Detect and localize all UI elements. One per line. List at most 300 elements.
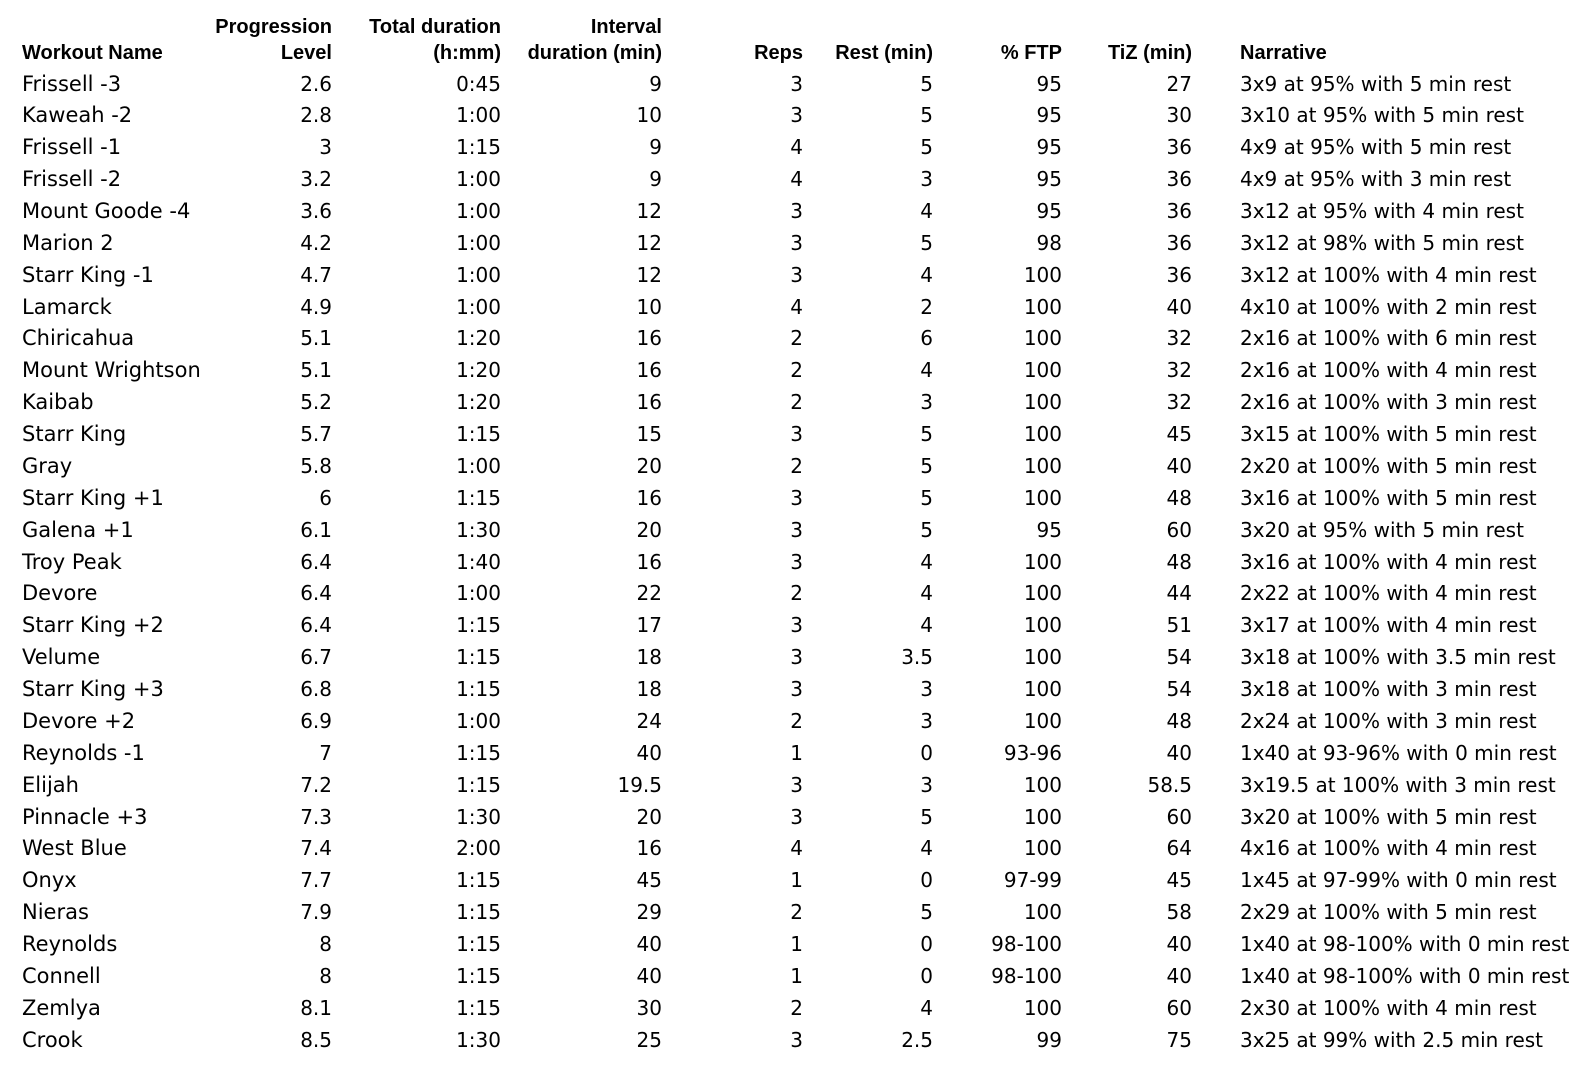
cell-ftp: 100 <box>1023 262 1062 287</box>
cell-rest: 3 <box>920 390 933 415</box>
cell-tiz: 60 <box>1166 517 1192 542</box>
cell-reps: 3 <box>790 677 803 702</box>
cell-level: 3 <box>319 135 332 160</box>
cell-tiz: 40 <box>1166 453 1192 478</box>
cell-narrative: 3x20 at 95% with 5 min rest <box>1240 517 1524 542</box>
cell-tiz: 48 <box>1166 708 1192 733</box>
cell-rest: 2.5 <box>901 1027 933 1052</box>
cell-name: Elijah <box>22 772 79 797</box>
cell-narrative: 3x25 at 99% with 2.5 min rest <box>1240 1027 1544 1052</box>
cell-ftp: 98 <box>1036 230 1062 255</box>
cell-level: 7 <box>319 740 332 765</box>
cell-rest: 0 <box>920 963 933 988</box>
cell-ftp: 100 <box>1023 677 1062 702</box>
cell-rest: 0 <box>920 740 933 765</box>
cell-reps: 3 <box>790 198 803 223</box>
cell-name: West Blue <box>22 836 127 861</box>
cell-rest: 0 <box>920 931 933 956</box>
table-row <box>0 69 1576 101</box>
cell-reps: 4 <box>790 135 803 160</box>
table-row <box>0 897 1576 929</box>
table-row <box>0 961 1576 993</box>
table-row <box>0 833 1576 865</box>
cell-rest: 3 <box>920 677 933 702</box>
cell-rest: 2 <box>920 294 933 319</box>
cell-total: 1:15 <box>456 931 501 956</box>
header-reps <box>720 10 803 66</box>
cell-tiz: 36 <box>1166 230 1192 255</box>
cell-total: 1:15 <box>456 422 501 447</box>
cell-tiz: 64 <box>1166 836 1192 861</box>
cell-narrative: 4x9 at 95% with 3 min rest <box>1240 167 1512 192</box>
cell-ftp: 100 <box>1023 326 1062 351</box>
table-row <box>0 164 1576 196</box>
cell-narrative: 4x10 at 100% with 2 min rest <box>1240 294 1537 319</box>
cell-level: 8.1 <box>300 995 332 1020</box>
cell-tiz: 60 <box>1166 995 1192 1020</box>
header-line: TiZ (min) <box>1107 42 1192 64</box>
cell-narrative: 4x16 at 100% with 4 min rest <box>1240 836 1537 861</box>
table-row <box>0 132 1576 164</box>
cell-name: Pinnacle +3 <box>22 804 148 829</box>
cell-name: Nieras <box>22 900 89 925</box>
cell-name: Onyx <box>22 868 77 893</box>
cell-interval: 20 <box>636 517 662 542</box>
cell-interval: 10 <box>636 103 662 128</box>
cell-interval: 9 <box>649 167 662 192</box>
table-row <box>0 642 1576 674</box>
header-line: Rest (min) <box>835 42 933 64</box>
cell-narrative: 2x29 at 100% with 5 min rest <box>1240 900 1537 925</box>
cell-name: Crook <box>22 1027 83 1052</box>
cell-interval: 22 <box>636 581 662 606</box>
cell-reps: 2 <box>790 358 803 383</box>
cell-reps: 3 <box>790 103 803 128</box>
cell-level: 7.9 <box>300 900 332 925</box>
header-ftp <box>950 10 1062 66</box>
cell-rest: 4 <box>920 613 933 638</box>
cell-total: 1:20 <box>456 326 501 351</box>
cell-interval: 24 <box>636 708 662 733</box>
cell-tiz: 32 <box>1166 358 1192 383</box>
cell-total: 1:00 <box>456 453 501 478</box>
cell-name: Gray <box>22 453 73 478</box>
cell-total: 1:15 <box>456 740 501 765</box>
cell-narrative: 3x18 at 100% with 3 min rest <box>1240 677 1537 702</box>
cell-rest: 4 <box>920 549 933 574</box>
cell-name: Connell <box>22 963 101 988</box>
cell-interval: 16 <box>636 326 662 351</box>
cell-name: Reynolds <box>22 931 118 956</box>
table-row <box>0 260 1576 292</box>
cell-narrative: 1x45 at 97-99% with 0 min rest <box>1240 868 1557 893</box>
cell-interval: 16 <box>636 549 662 574</box>
cell-name: Starr King +3 <box>22 677 164 702</box>
cell-narrative: 1x40 at 93-96% with 0 min rest <box>1240 740 1557 765</box>
cell-total: 0:45 <box>456 71 501 96</box>
table-row <box>0 578 1576 610</box>
cell-level: 7.7 <box>300 868 332 893</box>
cell-rest: 3.5 <box>901 645 933 670</box>
cell-total: 1:00 <box>456 230 501 255</box>
cell-level: 6 <box>319 485 332 510</box>
cell-narrative: 4x9 at 95% with 5 min rest <box>1240 135 1512 160</box>
cell-total: 1:15 <box>456 613 501 638</box>
cell-tiz: 32 <box>1166 390 1192 415</box>
cell-interval: 12 <box>636 262 662 287</box>
cell-total: 2:00 <box>456 836 501 861</box>
header-total-duration <box>350 10 501 66</box>
cell-level: 6.4 <box>300 581 332 606</box>
table-row <box>0 483 1576 515</box>
cell-interval: 18 <box>636 645 662 670</box>
cell-level: 6.9 <box>300 708 332 733</box>
cell-name: Frissell -3 <box>22 71 122 96</box>
cell-interval: 16 <box>636 836 662 861</box>
cell-reps: 3 <box>790 613 803 638</box>
table-row <box>0 674 1576 706</box>
cell-name: Velume <box>22 645 101 670</box>
cell-interval: 19.5 <box>617 772 662 797</box>
cell-reps: 3 <box>790 772 803 797</box>
header-line: % FTP <box>1000 42 1062 64</box>
cell-interval: 12 <box>636 198 662 223</box>
cell-level: 6.4 <box>300 549 332 574</box>
cell-narrative: 2x22 at 100% with 4 min rest <box>1240 581 1537 606</box>
cell-name: Zemlya <box>22 995 101 1020</box>
cell-tiz: 32 <box>1166 326 1192 351</box>
cell-level: 3.6 <box>300 198 332 223</box>
cell-level: 8 <box>319 931 332 956</box>
cell-narrative: 2x16 at 100% with 3 min rest <box>1240 390 1537 415</box>
cell-total: 1:20 <box>456 390 501 415</box>
table-row <box>0 387 1576 419</box>
cell-tiz: 27 <box>1166 71 1192 96</box>
cell-tiz: 54 <box>1166 645 1192 670</box>
cell-interval: 30 <box>636 995 662 1020</box>
header-line: duration (min) <box>527 42 662 64</box>
cell-rest: 4 <box>920 581 933 606</box>
cell-narrative: 3x20 at 100% with 5 min rest <box>1240 804 1537 829</box>
table-row <box>0 802 1576 834</box>
cell-level: 4.9 <box>300 294 332 319</box>
cell-interval: 29 <box>636 900 662 925</box>
cell-name: Chiricahua <box>22 326 135 351</box>
table-row <box>0 865 1576 897</box>
cell-level: 6.8 <box>300 677 332 702</box>
cell-total: 1:15 <box>456 677 501 702</box>
cell-ftp: 100 <box>1023 422 1062 447</box>
header-line: Level <box>280 42 332 64</box>
cell-level: 3.2 <box>300 167 332 192</box>
cell-level: 6.4 <box>300 613 332 638</box>
cell-narrative: 2x24 at 100% with 3 min rest <box>1240 708 1537 733</box>
cell-name: Kaibab <box>22 390 94 415</box>
cell-name: Lamarck <box>22 294 112 319</box>
cell-total: 1:30 <box>456 804 501 829</box>
cell-narrative: 1x40 at 98-100% with 0 min rest <box>1240 963 1570 988</box>
cell-interval: 18 <box>636 677 662 702</box>
cell-level: 5.1 <box>300 326 332 351</box>
cell-total: 1:20 <box>456 358 501 383</box>
cell-name: Devore +2 <box>22 708 136 733</box>
table-row <box>0 929 1576 961</box>
cell-tiz: 40 <box>1166 963 1192 988</box>
cell-total: 1:15 <box>456 995 501 1020</box>
header-narrative <box>1240 10 1327 66</box>
cell-narrative: 3x12 at 98% with 5 min rest <box>1240 230 1524 255</box>
cell-tiz: 36 <box>1166 198 1192 223</box>
cell-name: Mount Goode -4 <box>22 198 191 223</box>
cell-interval: 16 <box>636 485 662 510</box>
cell-total: 1:30 <box>456 1027 501 1052</box>
cell-rest: 5 <box>920 900 933 925</box>
cell-tiz: 48 <box>1166 485 1192 510</box>
cell-reps: 4 <box>790 167 803 192</box>
header-line: Progression <box>215 16 332 38</box>
cell-level: 2.8 <box>300 103 332 128</box>
cell-interval: 17 <box>636 613 662 638</box>
cell-reps: 3 <box>790 549 803 574</box>
cell-tiz: 51 <box>1166 613 1192 638</box>
cell-reps: 2 <box>790 900 803 925</box>
cell-ftp: 100 <box>1023 358 1062 383</box>
cell-interval: 15 <box>636 422 662 447</box>
cell-rest: 6 <box>920 326 933 351</box>
cell-reps: 3 <box>790 1027 803 1052</box>
cell-level: 6.1 <box>300 517 332 542</box>
cell-narrative: 3x16 at 100% with 4 min rest <box>1240 549 1537 574</box>
cell-ftp: 100 <box>1023 581 1062 606</box>
cell-reps: 1 <box>790 868 803 893</box>
cell-reps: 2 <box>790 390 803 415</box>
header-line: Interval <box>590 16 662 38</box>
cell-ftp: 98-100 <box>991 963 1062 988</box>
cell-name: Marion 2 <box>22 230 114 255</box>
cell-reps: 3 <box>790 422 803 447</box>
cell-total: 1:15 <box>456 135 501 160</box>
cell-total: 1:00 <box>456 294 501 319</box>
cell-rest: 5 <box>920 71 933 96</box>
cell-name: Starr King +1 <box>22 485 164 510</box>
cell-interval: 40 <box>636 931 662 956</box>
cell-narrative: 3x12 at 100% with 4 min rest <box>1240 262 1537 287</box>
cell-ftp: 99 <box>1036 1027 1062 1052</box>
cell-narrative: 3x9 at 95% with 5 min rest <box>1240 71 1512 96</box>
cell-ftp: 97-99 <box>1003 868 1062 893</box>
cell-level: 8.5 <box>300 1027 332 1052</box>
cell-level: 2.6 <box>300 71 332 96</box>
cell-level: 6.7 <box>300 645 332 670</box>
cell-rest: 4 <box>920 836 933 861</box>
cell-name: Mount Wrightson <box>22 358 201 383</box>
table-row <box>0 738 1576 770</box>
cell-reps: 2 <box>790 708 803 733</box>
cell-level: 8 <box>319 963 332 988</box>
cell-total: 1:00 <box>456 581 501 606</box>
cell-ftp: 100 <box>1023 390 1062 415</box>
cell-narrative: 2x16 at 100% with 6 min rest <box>1240 326 1537 351</box>
cell-reps: 2 <box>790 326 803 351</box>
table-row <box>0 770 1576 802</box>
cell-narrative: 3x10 at 95% with 5 min rest <box>1240 103 1524 128</box>
header-line: Reps <box>754 42 803 64</box>
cell-reps: 2 <box>790 453 803 478</box>
cell-reps: 1 <box>790 931 803 956</box>
table-row <box>0 610 1576 642</box>
cell-interval: 45 <box>636 868 662 893</box>
cell-narrative: 3x18 at 100% with 3.5 min rest <box>1240 645 1556 670</box>
cell-ftp: 100 <box>1023 804 1062 829</box>
cell-interval: 25 <box>636 1027 662 1052</box>
cell-rest: 5 <box>920 135 933 160</box>
cell-ftp: 95 <box>1036 103 1062 128</box>
cell-reps: 3 <box>790 71 803 96</box>
cell-total: 1:15 <box>456 868 501 893</box>
cell-ftp: 95 <box>1036 71 1062 96</box>
cell-narrative: 3x15 at 100% with 5 min rest <box>1240 422 1537 447</box>
cell-tiz: 45 <box>1166 422 1192 447</box>
cell-rest: 5 <box>920 230 933 255</box>
cell-total: 1:00 <box>456 103 501 128</box>
table-row <box>0 706 1576 738</box>
cell-rest: 4 <box>920 358 933 383</box>
cell-interval: 10 <box>636 294 662 319</box>
cell-reps: 3 <box>790 517 803 542</box>
cell-tiz: 45 <box>1166 868 1192 893</box>
cell-interval: 20 <box>636 804 662 829</box>
table-row <box>0 292 1576 324</box>
cell-ftp: 100 <box>1023 995 1062 1020</box>
cell-total: 1:15 <box>456 963 501 988</box>
cell-total: 1:00 <box>456 262 501 287</box>
cell-tiz: 58.5 <box>1147 772 1192 797</box>
table-row <box>0 993 1576 1025</box>
cell-ftp: 95 <box>1036 167 1062 192</box>
cell-total: 1:00 <box>456 708 501 733</box>
cell-ftp: 100 <box>1023 485 1062 510</box>
cell-rest: 5 <box>920 422 933 447</box>
cell-rest: 3 <box>920 708 933 733</box>
cell-rest: 5 <box>920 103 933 128</box>
cell-name: Frissell -1 <box>22 135 122 160</box>
table-row <box>0 419 1576 451</box>
cell-level: 4.2 <box>300 230 332 255</box>
cell-rest: 3 <box>920 772 933 797</box>
header-line: Narrative <box>1240 42 1327 64</box>
cell-tiz: 44 <box>1166 581 1192 606</box>
cell-reps: 1 <box>790 963 803 988</box>
cell-reps: 4 <box>790 294 803 319</box>
cell-reps: 3 <box>790 645 803 670</box>
cell-reps: 2 <box>790 995 803 1020</box>
cell-ftp: 100 <box>1023 453 1062 478</box>
cell-tiz: 36 <box>1166 135 1192 160</box>
cell-name: Kaweah -2 <box>22 103 133 128</box>
cell-rest: 3 <box>920 167 933 192</box>
table-row <box>0 1025 1576 1057</box>
cell-interval: 16 <box>636 390 662 415</box>
header-tiz <box>1080 10 1192 66</box>
cell-level: 5.7 <box>300 422 332 447</box>
cell-ftp: 100 <box>1023 645 1062 670</box>
cell-ftp: 100 <box>1023 772 1062 797</box>
cell-ftp: 93-96 <box>1003 740 1062 765</box>
cell-name: Galena +1 <box>22 517 134 542</box>
table-row <box>0 228 1576 260</box>
table-row <box>0 323 1576 355</box>
cell-tiz: 40 <box>1166 294 1192 319</box>
cell-ftp: 100 <box>1023 708 1062 733</box>
cell-total: 1:00 <box>456 198 501 223</box>
cell-reps: 1 <box>790 740 803 765</box>
cell-rest: 4 <box>920 198 933 223</box>
cell-level: 7.3 <box>300 804 332 829</box>
cell-reps: 3 <box>790 804 803 829</box>
cell-total: 1:15 <box>456 772 501 797</box>
cell-level: 5.2 <box>300 390 332 415</box>
table-row <box>0 100 1576 132</box>
cell-ftp: 100 <box>1023 549 1062 574</box>
cell-level: 4.7 <box>300 262 332 287</box>
cell-ftp: 100 <box>1023 613 1062 638</box>
cell-ftp: 100 <box>1023 294 1062 319</box>
cell-ftp: 100 <box>1023 836 1062 861</box>
cell-narrative: 3x12 at 95% with 4 min rest <box>1240 198 1524 223</box>
cell-rest: 5 <box>920 517 933 542</box>
cell-level: 5.8 <box>300 453 332 478</box>
header-line: Workout Name <box>22 42 163 64</box>
cell-narrative: 2x20 at 100% with 5 min rest <box>1240 453 1537 478</box>
cell-ftp: 95 <box>1036 198 1062 223</box>
cell-narrative: 3x16 at 100% with 5 min rest <box>1240 485 1537 510</box>
cell-name: Starr King -1 <box>22 262 154 287</box>
cell-tiz: 58 <box>1166 900 1192 925</box>
header-workout-name <box>22 10 163 66</box>
cell-level: 5.1 <box>300 358 332 383</box>
cell-ftp: 95 <box>1036 135 1062 160</box>
cell-reps: 3 <box>790 230 803 255</box>
cell-interval: 12 <box>636 230 662 255</box>
cell-name: Troy Peak <box>22 549 122 574</box>
cell-tiz: 40 <box>1166 740 1192 765</box>
cell-narrative: 1x40 at 98-100% with 0 min rest <box>1240 931 1570 956</box>
table-row <box>0 196 1576 228</box>
cell-narrative: 3x17 at 100% with 4 min rest <box>1240 613 1537 638</box>
cell-reps: 2 <box>790 581 803 606</box>
cell-ftp: 98-100 <box>991 931 1062 956</box>
cell-interval: 20 <box>636 453 662 478</box>
cell-tiz: 54 <box>1166 677 1192 702</box>
cell-rest: 5 <box>920 453 933 478</box>
cell-narrative: 2x16 at 100% with 4 min rest <box>1240 358 1537 383</box>
cell-tiz: 75 <box>1166 1027 1192 1052</box>
cell-rest: 0 <box>920 868 933 893</box>
cell-name: Starr King +2 <box>22 613 164 638</box>
cell-total: 1:15 <box>456 645 501 670</box>
cell-narrative: 3x19.5 at 100% with 3 min rest <box>1240 772 1556 797</box>
cell-name: Devore <box>22 581 98 606</box>
header-line: (h:mm) <box>433 42 501 64</box>
cell-tiz: 30 <box>1166 103 1192 128</box>
cell-interval: 16 <box>636 358 662 383</box>
cell-rest: 5 <box>920 485 933 510</box>
cell-rest: 4 <box>920 995 933 1020</box>
cell-level: 7.2 <box>300 772 332 797</box>
cell-interval: 9 <box>649 135 662 160</box>
cell-name: Frissell -2 <box>22 167 122 192</box>
header-interval-duration <box>510 10 662 66</box>
